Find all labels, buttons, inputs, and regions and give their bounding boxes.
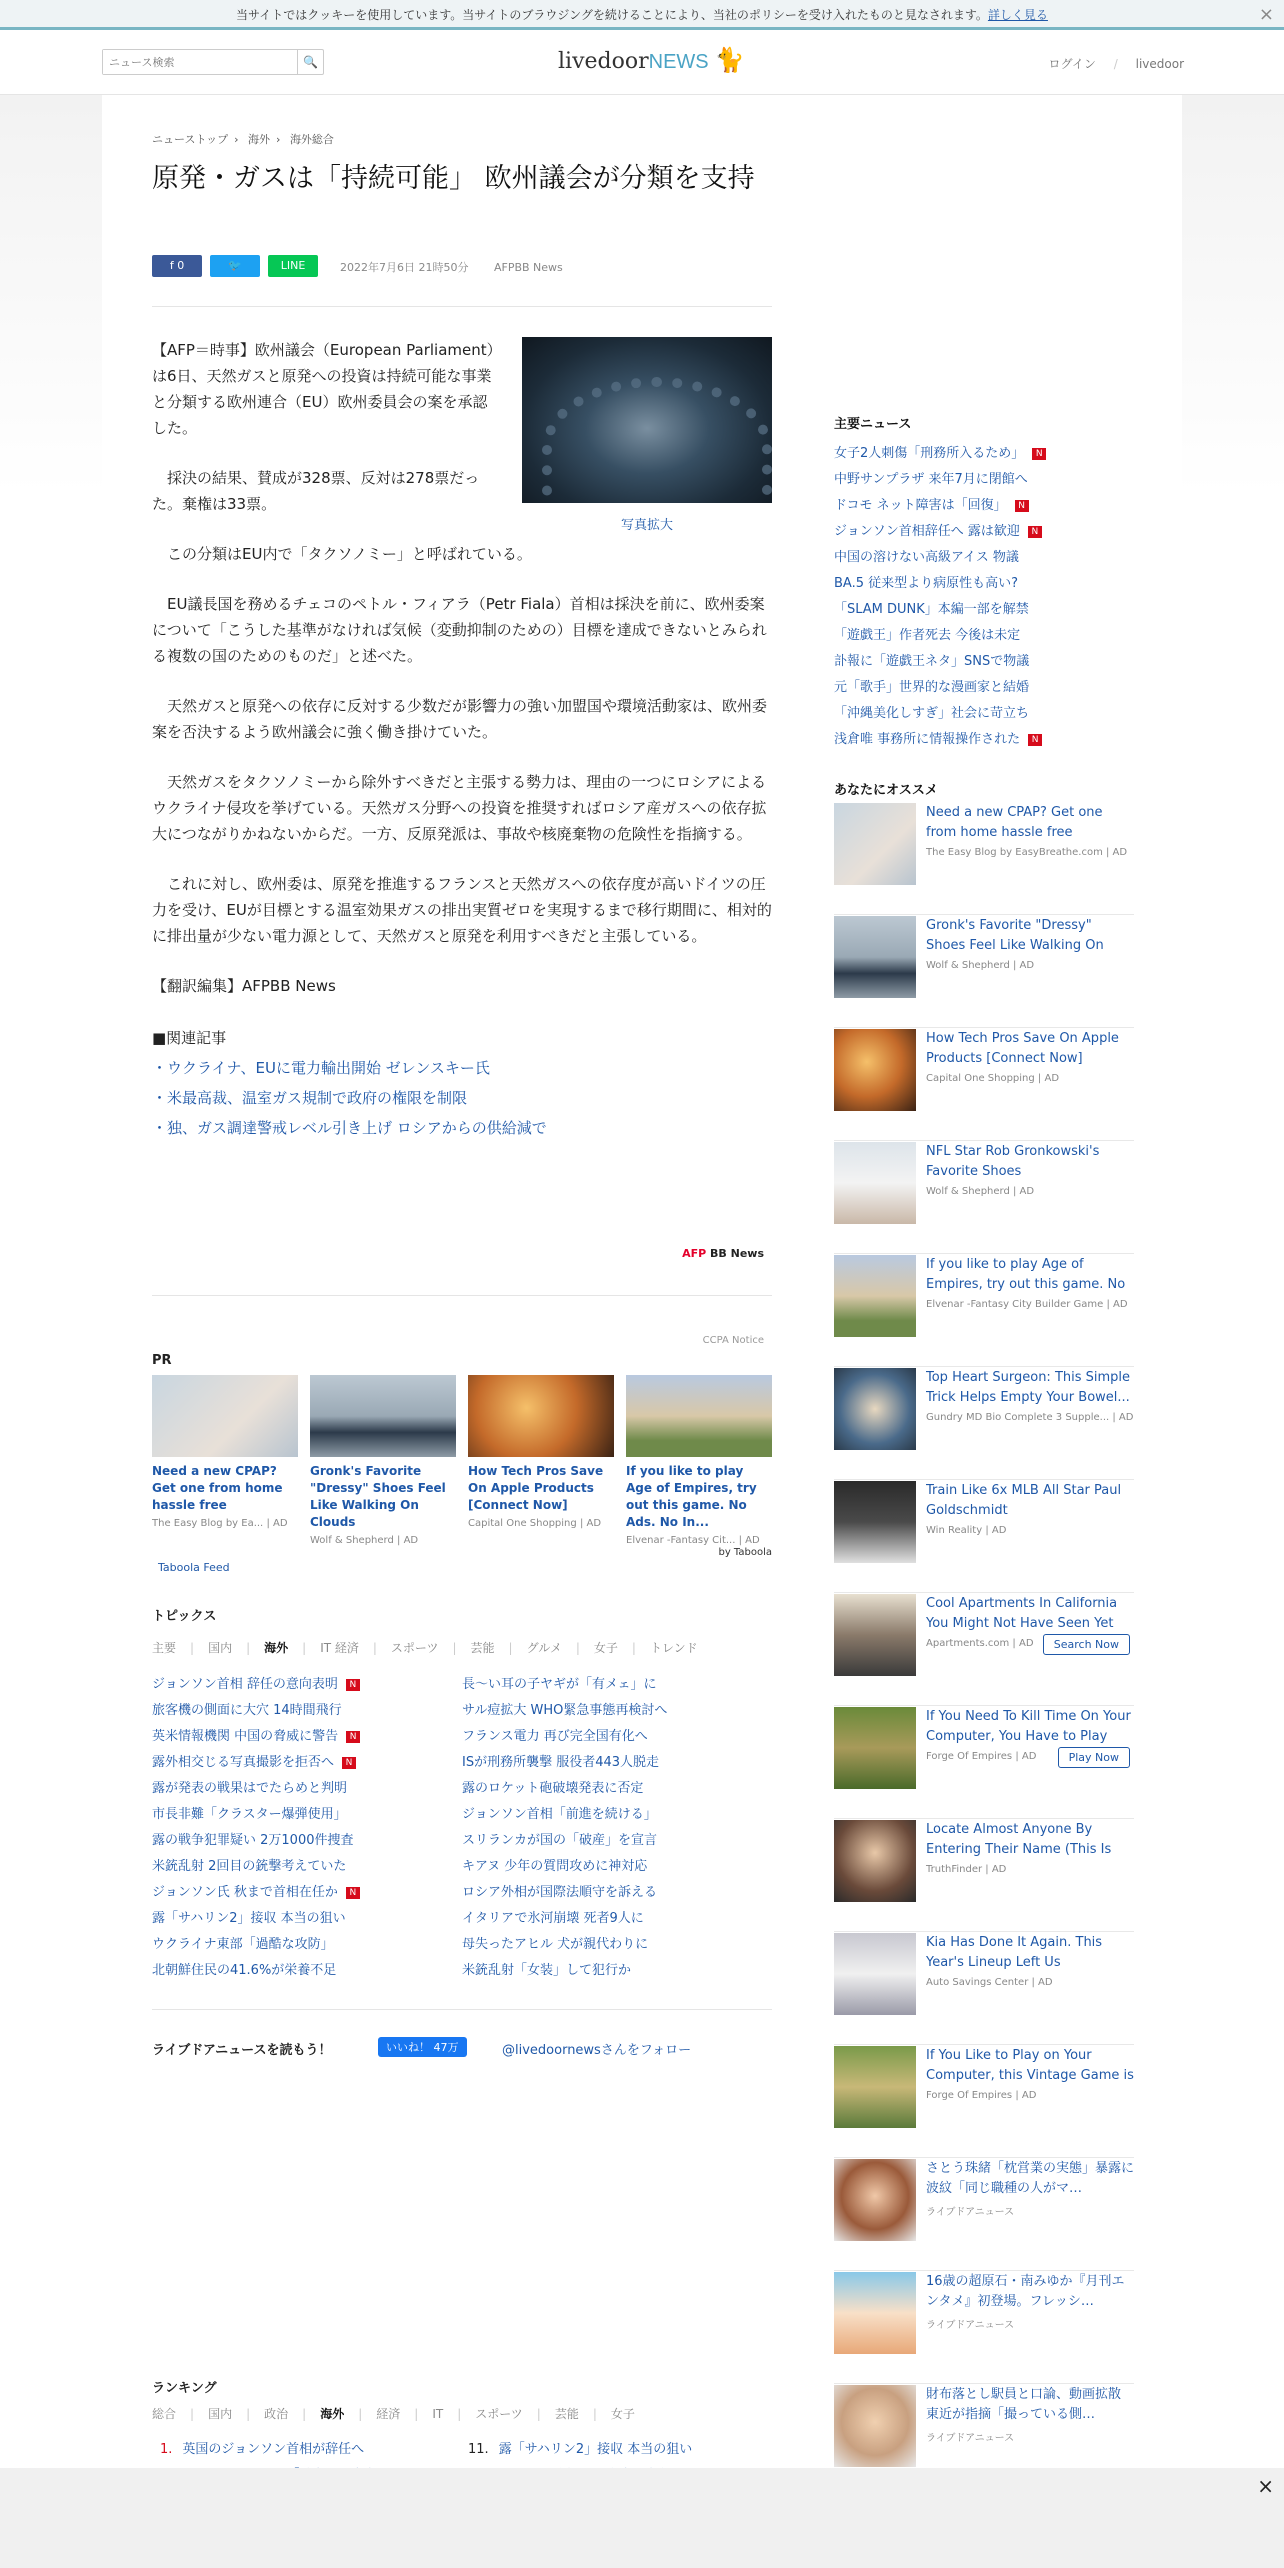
recommend-title[interactable]: 16歳の超原石・南みゆか『月刊エンタメ』初登場。フレッシ… <box>926 2274 1125 2309</box>
pr-card[interactable] <box>310 1375 456 1546</box>
topic-title[interactable]: 市長非難「クラスター爆弾使用」 <box>152 1807 347 1822</box>
cookie-text: 当サイトではクッキーを使用しています。当サイトのブラウジングを続けることにより、当社のポリシーを受け入れたものと見なされます。 <box>236 8 988 22</box>
logo-word: livedoor <box>558 49 649 74</box>
search-icon[interactable]: 🔍 <box>297 50 323 74</box>
topic-item[interactable] <box>152 1750 360 1776</box>
afp-logo-word: AFP <box>682 1247 707 1260</box>
topic-item[interactable] <box>152 1854 360 1880</box>
topics-tabs: 主要 | 国内 | 海外 | IT 経済 | スポーツ | 芸能 | グルメ | 女子 | トレンド <box>152 1641 698 1655</box>
taboola-by[interactable]: by Taboola <box>718 1547 772 1558</box>
tab-topic[interactable]: 主要 <box>152 1641 177 1655</box>
recommend-title[interactable]: If You Like to Play on Your Computer, this Vintage Game is <box>926 2048 1134 2083</box>
pr-card-image[interactable] <box>310 1375 456 1457</box>
topic-title[interactable]: サル痘拡大 WHO緊急事態再検討へ <box>462 1703 668 1718</box>
topic-title[interactable]: 米銃乱射「女装」して犯行か <box>462 1963 632 1978</box>
pr-card-title[interactable]: Need a new CPAP? Get one from home hassle free <box>152 1464 283 1512</box>
topic-item[interactable] <box>152 1724 360 1750</box>
recommend-source: Wolf & Shepherd | AD <box>926 1186 1035 1197</box>
paragraph: 【AFP＝時事】欧州議会（European Parliament）は6日、天然ガスと原発への投資は持続可能な事業と分類する欧州連合（EU）欧州委員会の案を承認した。 <box>152 341 502 437</box>
topic-item[interactable] <box>152 1672 360 1698</box>
tab-topic[interactable]: IT 経済 <box>320 1641 359 1655</box>
main-news-item[interactable] <box>834 519 1046 545</box>
site-header <box>0 33 1284 95</box>
ranking-heading: ランキング <box>152 2381 217 2396</box>
rank-title[interactable]: 英国のジョンソン首相が辞任へ <box>182 2442 365 2457</box>
topic-item[interactable] <box>462 1672 667 1698</box>
cookie-policy-link[interactable]: 詳しく見る <box>987 8 1048 22</box>
main-news-item[interactable] <box>834 701 1046 727</box>
recommend-source: Auto Savings Center | AD <box>926 1977 1053 1988</box>
fb-like-button[interactable]: いいね！ 47万 <box>378 2037 467 2057</box>
article-meta <box>340 259 585 275</box>
photo-enlarge-link[interactable]: 写真拡大 <box>620 518 673 533</box>
recommend-source: ライブドアニュース <box>926 2207 1015 2218</box>
recommend-source: Apartments.com | AD <box>926 1638 1034 1649</box>
paragraph: この分類はEU内で「タクソノミー」と呼ばれている。 <box>167 545 532 563</box>
rank-number: 11. <box>468 2442 489 2457</box>
recommend-thumbnail[interactable] <box>834 1481 916 1563</box>
recommend-source: ライブドアニュース <box>926 2320 1015 2331</box>
taboola-feed-logo[interactable]: Taboola Feed <box>158 1561 230 1574</box>
main-news-list <box>834 441 1046 753</box>
main-news-title[interactable]: 「遊戯王」作者死去 今後は未定 <box>834 628 1021 643</box>
article-body <box>152 337 772 1143</box>
topic-title[interactable]: 長～い耳の子ヤギが「有メェ」に <box>462 1677 657 1692</box>
topic-title[interactable]: ジョンソン氏 秋まで首相在任か <box>152 1885 338 1900</box>
recommend-source: The Easy Blog by EasyBreathe.com | AD <box>926 847 1128 858</box>
recommend-thumbnail[interactable] <box>834 1594 916 1676</box>
new-badge-icon: N <box>1028 734 1042 746</box>
pr-card-source: Elvenar -Fantasy Cit... <box>626 1535 736 1546</box>
tab-topic[interactable]: 女子 <box>593 1641 618 1655</box>
pr-card-title[interactable]: How Tech Pros Save On Apple Products [Connect Now] <box>468 1464 604 1512</box>
topic-item[interactable] <box>152 1958 360 1984</box>
recommend-title[interactable]: NFL Star Rob Gronkowski's Favorite Shoes <box>926 1144 1100 1179</box>
topic-title[interactable]: 英米情報機関 中国の脅威に警告 <box>152 1729 339 1744</box>
main-news-title[interactable]: 中国の溶けない高級アイス 物議 <box>834 550 1019 565</box>
pr-card-source: The Easy Blog by Ea... <box>152 1518 264 1529</box>
rank-title[interactable]: 露「サハリン2」接収 本当の狙い <box>498 2442 693 2457</box>
topic-title[interactable]: キアヌ 少年の質問攻めに神対応 <box>462 1859 648 1874</box>
topic-item[interactable] <box>462 1698 667 1724</box>
new-badge-icon: N <box>1015 500 1029 512</box>
livedoor-link[interactable]: livedoor <box>1135 57 1184 71</box>
paragraph: これに対し、欧州委は、原発を推進するフランスと天然ガスへの依存度が高いドイツの圧力を受け、EUが目標とする温室効果ガスの排出実質ゼロを実現するまで移行期間に、相対的に排出量が少ない電力源として、天然ガスと原発を利用すべきだと主張している。 <box>152 875 772 945</box>
main-news-item[interactable] <box>834 493 1046 519</box>
topic-item[interactable] <box>462 1724 667 1750</box>
recommend-thumbnail[interactable] <box>834 1029 916 1111</box>
tab-topic[interactable]: 芸能 <box>470 1641 495 1655</box>
recommend-card[interactable] <box>834 2272 1134 2384</box>
recommend-title[interactable]: さとう珠緒「枕営業の実態」暴露に波紋「同じ職種の人がマ… <box>926 2161 1134 2196</box>
main-news-title[interactable]: 女子2人刺傷「刑務所入るため」 <box>834 446 1025 461</box>
main-news-title[interactable]: 浅倉唯 事務所に情報操作された <box>834 732 1021 747</box>
recommend-thumbnail[interactable] <box>834 1820 916 1902</box>
recommend-card[interactable] <box>834 1594 1134 1706</box>
main-news-item[interactable] <box>834 623 1046 649</box>
recommend-card[interactable] <box>834 1933 1134 2045</box>
new-badge-icon: N <box>1032 448 1046 460</box>
recommend-source: Gundry MD Bio Complete 3 Supple... | AD <box>926 1412 1134 1423</box>
recommend-title[interactable]: If You Need To Kill Time On Your Computer, You Have to Play <box>926 1709 1131 1744</box>
chevron-right-icon: › <box>234 133 239 146</box>
cookie-banner <box>0 0 1284 30</box>
topic-title[interactable]: ジョンソン首相 辞任の意向表明 <box>152 1677 338 1692</box>
topic-item[interactable] <box>152 1932 360 1958</box>
recommend-source: Capital One Shopping | AD <box>926 1073 1060 1084</box>
recommend-thumbnail[interactable] <box>834 2046 916 2128</box>
tab-topic[interactable]: 国内 <box>208 1641 233 1655</box>
parliament-photo[interactable] <box>522 337 772 503</box>
main-news-title[interactable]: 「沖縄美化しすぎ」社会に苛立ち <box>834 706 1030 721</box>
topic-title[interactable]: 露のロケット砲破壊発表に否定 <box>462 1781 644 1796</box>
article-date: 2022年7月6日 21時50分 <box>340 261 469 274</box>
main-news-title[interactable]: 元「歌手」世界的な漫画家と結婚 <box>834 680 1030 695</box>
main-news-item[interactable] <box>834 597 1046 623</box>
left-gutter <box>0 95 102 2468</box>
topic-title[interactable]: ISが刑務所襲撃 服役者443人脱走 <box>462 1755 660 1770</box>
tab-topic[interactable]: グルメ <box>526 1641 562 1655</box>
divider <box>152 1295 772 1296</box>
header-links: ログイン / livedoor <box>1048 57 1184 71</box>
line-share-button[interactable]: LINE <box>268 255 318 277</box>
tab-ranking-selected[interactable]: 海外 <box>320 2407 345 2421</box>
pr-card-ad: | AD <box>579 1518 602 1529</box>
main-news-item[interactable] <box>834 675 1046 701</box>
topic-item[interactable] <box>152 1880 360 1906</box>
main-news-title[interactable]: ドコモ ネット障害は「回復」 <box>834 498 1007 513</box>
topic-title[interactable]: 露の戦争犯罪疑い 2万1000件捜査 <box>152 1833 354 1848</box>
tab-ranking[interactable]: 国内 <box>208 2407 233 2421</box>
share-buttons <box>152 255 326 277</box>
paragraph: 【翻訳編集】AFPBB News <box>152 977 336 995</box>
cookie-close-icon[interactable]: × <box>1258 4 1274 25</box>
tab-ranking[interactable]: IT <box>432 2407 444 2421</box>
recommend-thumbnail[interactable] <box>834 1142 916 1224</box>
main-news-item[interactable] <box>834 571 1046 597</box>
right-gutter <box>1182 95 1284 2468</box>
tab-topic-selected[interactable]: 海外 <box>264 1641 289 1655</box>
recommend-card[interactable] <box>834 1707 1134 1819</box>
tab-topic[interactable]: トレンド <box>649 1641 698 1655</box>
breadcrumb <box>152 131 340 147</box>
recommend-title[interactable]: 財布落とし駅員と口論、動画拡散 東近が指摘「撮っている側… <box>926 2387 1122 2422</box>
bottom-ad-bar <box>0 2468 1284 2568</box>
pr-card-ad: | AD <box>397 1535 419 1546</box>
recommend-thumbnail[interactable] <box>834 1933 916 2015</box>
twitter-follow-button[interactable]: @livedoornewsさんをフォロー <box>502 2043 692 2058</box>
related-heading: ■関連記事 <box>152 1029 227 1047</box>
recommend-title[interactable]: Kia Has Done It Again. This Year's Lineup Left Us <box>926 1935 1103 1970</box>
recommend-title[interactable]: Train Like 6x MLB All Star Paul Goldschmidt <box>926 1483 1122 1518</box>
pr-card-title[interactable]: Gronk's Favorite "Dressy" Shoes Feel Like Walking On Clouds <box>310 1464 446 1529</box>
recommend-card[interactable] <box>834 1820 1134 1932</box>
pr-card-ad: | AD <box>266 1518 288 1529</box>
recommend-source: Forge Of Empires | AD <box>926 2090 1037 2101</box>
topic-item[interactable] <box>152 1906 360 1932</box>
search-input[interactable] <box>103 50 293 74</box>
main-wrapper <box>102 95 1182 2468</box>
login-link[interactable]: ログイン <box>1048 57 1096 71</box>
paragraph: 天然ガスをタクソノミーから除外すべきだと主張する勢力は、理由の一つにロシアによるウクライナ侵攻を挙げている。天然ガス分野への投資を推奨すればロシア産ガスへの依存拡大につながりかねないからだ。一方、反原発派は、事故や核廃棄物の危険性を指摘する。 <box>152 773 767 843</box>
recommend-thumbnail[interactable] <box>834 803 916 885</box>
site-logo[interactable] <box>558 46 745 74</box>
topic-item[interactable] <box>152 1698 360 1724</box>
topic-item[interactable] <box>462 1828 667 1854</box>
facebook-count: 0 <box>177 259 185 272</box>
topic-item[interactable] <box>462 1776 667 1802</box>
recommend-source: ライブドアニュース <box>926 2433 1015 2444</box>
tab-ranking[interactable]: 政治 <box>264 2407 289 2421</box>
recommend-source: Wolf & Shepherd | AD <box>926 960 1035 971</box>
ranking-item[interactable] <box>160 2437 377 2463</box>
recommend-action-button[interactable]: Search Now <box>1043 1634 1130 1655</box>
pr-card[interactable] <box>468 1375 614 1529</box>
main-news-title[interactable]: ジョンソン首相辞任へ 露は歓迎 <box>834 524 1020 539</box>
recommend-thumbnail[interactable] <box>834 1368 916 1450</box>
recommend-card[interactable] <box>834 1481 1134 1593</box>
topic-item[interactable] <box>462 1854 667 1880</box>
article-source[interactable]: AFPBB News <box>493 261 563 274</box>
recommend-thumbnail[interactable] <box>834 1255 916 1337</box>
topics-heading: トピックス <box>152 1609 217 1624</box>
pr-card[interactable] <box>626 1375 772 1546</box>
logo-news: NEWS <box>648 51 709 73</box>
recommend-card[interactable] <box>834 803 1134 915</box>
topic-title[interactable]: イタリアで氷河崩壊 死者9人に <box>462 1911 644 1926</box>
recommend-source: Forge Of Empires | AD <box>926 1751 1037 1762</box>
recommend-source: Elvenar -Fantasy City Builder Game | AD <box>926 1299 1128 1310</box>
recommend-title[interactable]: If you like to play Age of Empires, try out this game. No <box>926 1257 1126 1292</box>
recommend-card[interactable] <box>834 916 1134 1028</box>
recommend-card[interactable] <box>834 2046 1134 2158</box>
close-icon[interactable]: × <box>1257 2474 1274 2498</box>
topic-item[interactable] <box>462 1802 667 1828</box>
afp-logo-word2: BB News <box>710 1247 764 1260</box>
breadcrumb-item[interactable]: 海外 <box>248 133 271 146</box>
topic-title[interactable]: 露が発表の戦果はでたらめと判明 <box>152 1781 348 1796</box>
new-badge-icon: N <box>1028 526 1042 538</box>
ccpa-notice[interactable]: CCPA Notice <box>702 1335 764 1346</box>
twitter-share-button[interactable]: 🐦 <box>210 255 260 277</box>
topic-title[interactable]: 北朝鮮住民の41.6%が栄養不足 <box>152 1963 337 1978</box>
topic-title[interactable]: フランス電力 再び完全国有化へ <box>462 1729 648 1744</box>
pr-card-image[interactable] <box>152 1375 298 1457</box>
topic-item[interactable] <box>152 1776 360 1802</box>
topic-title[interactable]: 母失ったアヒル 犬が親代わりに <box>462 1937 649 1952</box>
topic-item[interactable] <box>462 1880 667 1906</box>
recommend-title[interactable]: Gronk's Favorite "Dressy" Shoes Feel Like Walking On <box>926 918 1104 953</box>
recommend-thumbnail[interactable] <box>834 1707 916 1789</box>
topic-item[interactable] <box>152 1828 360 1854</box>
pr-card-image[interactable] <box>468 1375 614 1457</box>
paragraph: 採決の結果、賛成が328票、反対は278票だった。棄権は33票。 <box>152 469 480 513</box>
topic-title[interactable]: ロシア外相が国際法順守を訴える <box>462 1885 658 1900</box>
pr-card-source: Capital One Shopping <box>468 1518 577 1529</box>
new-badge-icon: N <box>346 1679 360 1691</box>
main-news-item[interactable] <box>834 649 1046 675</box>
topic-title[interactable]: ジョンソン首相「前進を続ける」 <box>462 1807 657 1822</box>
topic-item[interactable] <box>462 1958 667 1984</box>
recommend-title[interactable]: How Tech Pros Save On Apple Products [Connect Now] <box>926 1031 1119 1066</box>
main-news-item[interactable] <box>834 545 1046 571</box>
topic-title[interactable]: 露外相交じる写真撮影を拒否へ <box>152 1755 335 1770</box>
topic-title[interactable]: 露「サハリン2」接収 本当の狙い <box>152 1911 346 1926</box>
recommend-title[interactable]: Top Heart Surgeon: This Simple Trick Helps Empty Your Bowel... <box>926 1370 1131 1405</box>
ranking-tabs: 総合 | 国内 | 政治 | 海外 | 経済 | IT | スポーツ | 芸能 | 女子 <box>152 2407 635 2421</box>
recommend-source: TruthFinder | AD <box>926 1864 1007 1875</box>
new-badge-icon: N <box>346 1731 360 1743</box>
main-news-title[interactable]: 「SLAM DUNK」本編一部を解禁 <box>834 602 1029 617</box>
recommend-thumbnail[interactable] <box>834 2159 916 2241</box>
main-news-heading: 主要ニュース <box>834 417 912 432</box>
recommend-source: Win Reality | AD <box>926 1525 1007 1536</box>
main-news-title[interactable]: 訃報に「遊戯王ネタ」SNSで物議 <box>834 654 1030 669</box>
tab-ranking[interactable]: 経済 <box>376 2407 401 2421</box>
tab-ranking[interactable]: 芸能 <box>554 2407 579 2421</box>
main-news-item[interactable] <box>834 467 1046 493</box>
recommend-heading: あなたにオススメ <box>834 783 938 798</box>
article-title: 原発・ガスは「持続可能」 欧州議会が分類を支持 <box>152 163 755 194</box>
search-box <box>102 49 324 75</box>
new-badge-icon: N <box>342 1757 356 1769</box>
pr-card-source: Wolf & Shepherd <box>310 1535 394 1546</box>
tab-ranking[interactable]: 女子 <box>610 2407 635 2421</box>
recommend-card[interactable] <box>834 1142 1134 1254</box>
paragraph: EU議長国を務めるチェコのペトル・フィアラ（Petr Fiala）首相は採決を前に、欧州委案について「こうした基準がなければ気候（変動抑制のための）目標を達成できないとみられる複数の国のためのものだ」と述べた。 <box>152 595 767 665</box>
pr-card-image[interactable] <box>626 1375 772 1457</box>
recommend-thumbnail[interactable] <box>834 2385 916 2467</box>
topic-item[interactable] <box>462 1932 667 1958</box>
divider <box>152 2009 772 2010</box>
topic-title[interactable]: 米銃乱射 2回目の銃撃考えていた <box>152 1859 347 1874</box>
related-articles <box>152 1023 772 1143</box>
tab-ranking[interactable]: スポーツ <box>475 2407 523 2421</box>
divider <box>152 306 772 307</box>
facebook-share-button[interactable]: f 0 <box>152 255 202 277</box>
afp-logo <box>682 1247 764 1260</box>
recommend-card[interactable] <box>834 2159 1134 2271</box>
pr-card[interactable] <box>152 1375 298 1529</box>
paragraph: 天然ガスと原発への依存に反対する少数だが影響力の強い加盟国や環境活動家は、欧州委案を否決するよう欧州議会に強く働き掛けていた。 <box>152 697 768 741</box>
pr-card-title[interactable]: If you like to play Age of Empires, try out this game. No Ads. No In... <box>626 1464 757 1529</box>
related-link[interactable]: ・米最高裁、温室ガス規制で政府の権限を制限 <box>152 1089 468 1107</box>
main-news-item[interactable] <box>834 441 1046 467</box>
new-badge-icon: N <box>346 1887 360 1899</box>
rank-number: 1. <box>160 2442 173 2457</box>
pr-card-ad: | AD <box>738 1535 760 1546</box>
cat-mascot-icon: 🐈 <box>714 46 745 74</box>
article-photo[interactable] <box>522 337 772 539</box>
ranking-item[interactable] <box>468 2437 692 2463</box>
related-link[interactable]: ・独、ガス調達警戒レベル引き上げ ロシアからの供給減で <box>152 1119 547 1137</box>
topic-title[interactable]: スリランカが国の「破産」を宣言 <box>462 1833 658 1848</box>
breadcrumb-item[interactable]: 海外総合 <box>289 133 334 146</box>
follow-text: ライブドアニュースを読もう！ <box>152 2043 332 2058</box>
pr-cards <box>152 1375 772 1546</box>
recommend-action-button[interactable]: Play Now <box>1058 1747 1130 1768</box>
topic-item[interactable] <box>462 1750 667 1776</box>
recommend-card[interactable] <box>834 1255 1134 1367</box>
recommend-card[interactable] <box>834 1029 1134 1141</box>
main-news-title[interactable]: BA.5 従来型より病原性も高い? <box>834 576 1019 591</box>
topic-item[interactable] <box>152 1802 360 1828</box>
related-link[interactable]: ・ウクライナ、EUに電力輸出開始 ゼレンスキー氏 <box>152 1059 490 1077</box>
tab-ranking[interactable]: 総合 <box>152 2407 177 2421</box>
pr-label: PR <box>152 1353 172 1368</box>
main-news-item[interactable] <box>834 727 1046 753</box>
recommend-title[interactable]: Need a new CPAP? Get one from home hassle free <box>926 805 1103 840</box>
chevron-right-icon: › <box>276 133 281 146</box>
topic-title[interactable]: 旅客機の側面に大穴 14時間飛行 <box>152 1703 342 1718</box>
topic-item[interactable] <box>462 1906 667 1932</box>
recommend-thumbnail[interactable] <box>834 2272 916 2354</box>
recommend-title[interactable]: Cool Apartments In California You Might Not Have Seen Yet <box>926 1596 1118 1631</box>
recommend-thumbnail[interactable] <box>834 916 916 998</box>
recommend-title[interactable]: Locate Almost Anyone By Entering Their Name (This Is <box>926 1822 1112 1857</box>
recommend-list <box>834 803 1134 2483</box>
breadcrumb-item[interactable]: ニューストップ <box>152 133 229 146</box>
recommend-card[interactable] <box>834 1368 1134 1480</box>
topics-list-left <box>152 1672 360 1984</box>
tab-topic[interactable]: スポーツ <box>390 1641 439 1655</box>
topics-list-right <box>462 1672 667 1984</box>
topic-title[interactable]: ウクライナ東部「過酷な攻防」 <box>152 1937 334 1952</box>
main-news-title[interactable]: 中野サンプラザ 来年7月に閉館へ <box>834 472 1028 487</box>
